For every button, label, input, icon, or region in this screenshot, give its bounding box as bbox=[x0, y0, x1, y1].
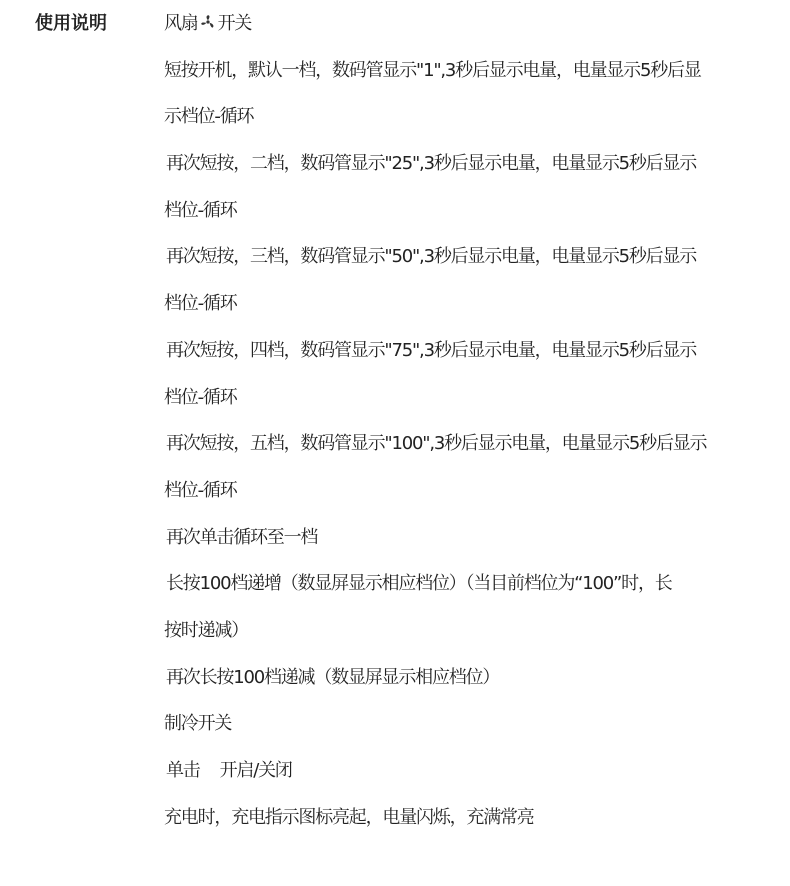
instruction-line: 再次短按，五档，数码管显示"100",3秒后显示电量，电量显示5秒后显示 bbox=[166, 433, 707, 455]
instruction-line: 长按100档递增（数显屏显示相应档位）（当目前档位为“100”时，长 bbox=[166, 573, 672, 595]
section-title: 使用说明 bbox=[35, 13, 107, 34]
instruction-list bbox=[164, 10, 764, 850]
instruction-line: 再次长按100档递减（数显屏显示相应档位） bbox=[166, 666, 500, 688]
instruction-line: 制冷开关 bbox=[164, 713, 232, 735]
instruction-line: 示档位-循环 bbox=[164, 106, 254, 128]
instruction-line: 再次短按，四档，数码管显示"75",3秒后显示电量，电量显示5秒后显示 bbox=[166, 339, 697, 361]
instruction-line: 按时递减） bbox=[164, 619, 248, 641]
instruction-line: 档位-循环 bbox=[164, 293, 237, 315]
instruction-line: 短按开机，默认一档，数码管显示"1",3秒后显示电量，电量显示5秒后显 bbox=[164, 59, 701, 81]
on-off-label: 开启/关闭 bbox=[219, 760, 292, 781]
fan-label: 风扇 bbox=[164, 13, 198, 34]
instruction-line: 再次短按，三档，数码管显示"50",3秒后显示电量，电量显示5秒后显示 bbox=[166, 246, 697, 268]
instruction-line: 档位-循环 bbox=[164, 479, 237, 501]
cooling-toggle-line bbox=[164, 757, 764, 785]
single-click-label: 单击 bbox=[166, 760, 200, 781]
switch-label: 开关 bbox=[217, 13, 252, 34]
instruction-line: 再次短按，二档，数码管显示"25",3秒后显示电量，电量显示5秒后显示 bbox=[166, 153, 697, 175]
instruction-line: 档位-循环 bbox=[164, 386, 237, 408]
instruction-line: 再次单击循环至一档 bbox=[166, 526, 318, 548]
fan-switch-heading bbox=[164, 10, 764, 38]
instruction-line: 充电时，充电指示图标亮起，电量闪烁，充满常亮 bbox=[164, 806, 534, 828]
instruction-line: 档位-循环 bbox=[164, 199, 237, 221]
fan-icon bbox=[199, 13, 217, 31]
